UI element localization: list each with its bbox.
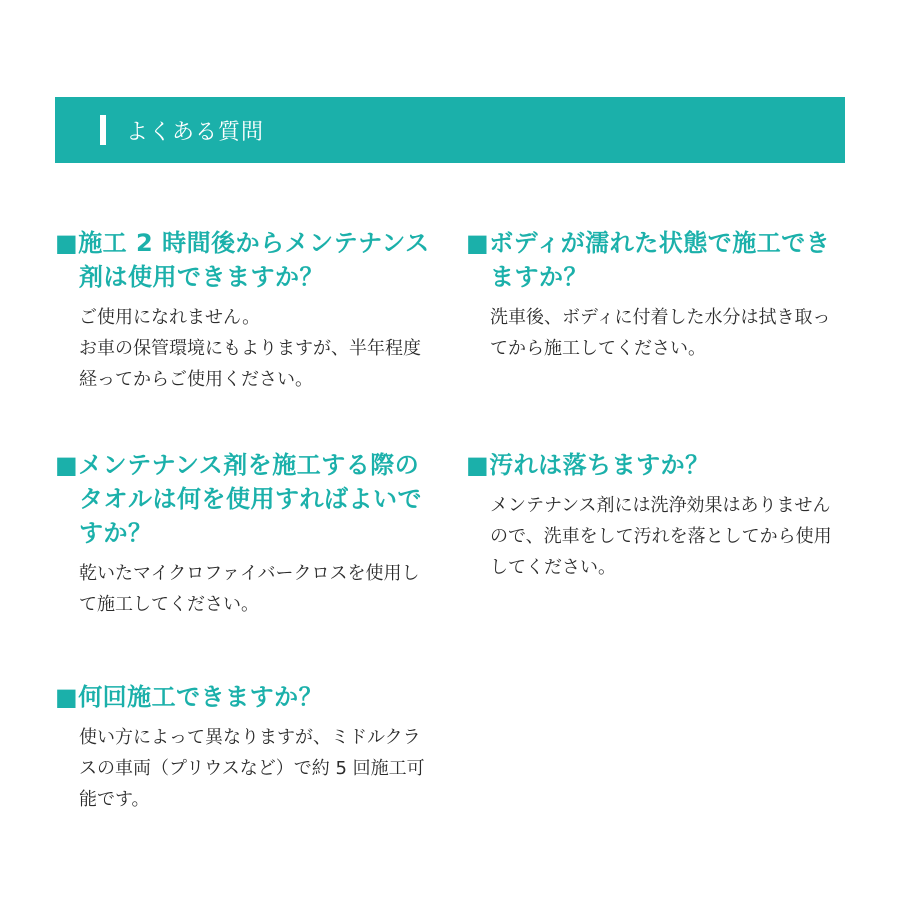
- faq-question: [55, 226, 435, 294]
- faq-answer: 使い方によって異なりますが、ミドルクラスの車両（プリウスなど）で約 5 回施工可能です。: [79, 727, 425, 810]
- faq-question-text: メンテナンス剤を施工する際のタオルは何を使用すればよいですか？: [78, 451, 422, 547]
- faq-question-text: 何回施工できますか？: [78, 683, 324, 711]
- faq-item: [466, 226, 846, 364]
- faq-answer: ご使用になれません。 お車の保管環境にもよりますが、半年程度経ってからご使用ください。: [79, 307, 421, 390]
- faq-question: [466, 226, 846, 294]
- faq-item: [466, 448, 846, 583]
- square-bullet-icon: ■: [466, 229, 490, 257]
- square-bullet-icon: ■: [55, 229, 79, 257]
- faq-item: [55, 226, 435, 395]
- faq-answer: 洗車後、ボディに付着した水分は拭き取ってから施工してください。: [490, 307, 831, 359]
- faq-question: [55, 680, 435, 714]
- faq-item: [55, 448, 435, 620]
- faq-answer: 乾いたマイクロファイバークロスを使用して施工してください。: [79, 563, 420, 615]
- square-bullet-icon: ■: [55, 683, 79, 711]
- faq-question-text: ボディが濡れた状態で施工できますか？: [489, 229, 831, 291]
- square-bullet-icon: ■: [55, 451, 79, 479]
- faq-header-banner: [55, 97, 845, 163]
- page-title: よくある質問: [126, 119, 265, 145]
- faq-question-text: 汚れは落ちますか？: [489, 451, 710, 479]
- header-accent-bar: [100, 115, 106, 145]
- faq-question-text: 施工 2 時間後からメンテナンス剤は使用できますか？: [78, 229, 430, 291]
- faq-answer: メンテナンス剤には洗浄効果はありませんので、洗車をして汚れを落としてから使用してください。: [490, 495, 832, 578]
- faq-item: [55, 680, 435, 815]
- square-bullet-icon: ■: [466, 451, 490, 479]
- faq-question: [55, 448, 435, 550]
- faq-question: [466, 448, 846, 482]
